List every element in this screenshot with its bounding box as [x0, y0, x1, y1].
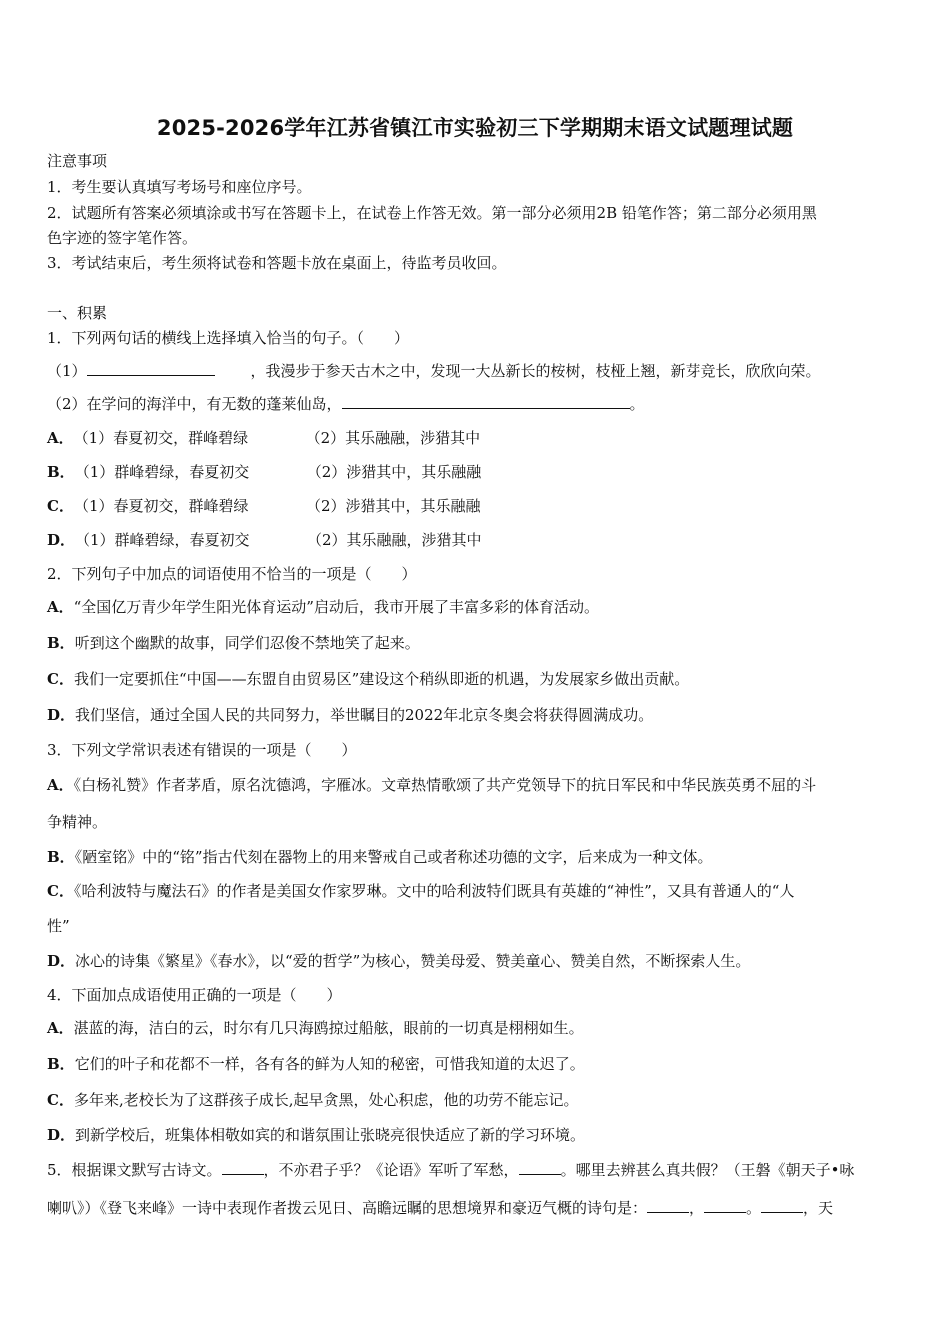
option-text: 冰心的诗集《繁星》《春水》，以“爱的哲学”为核心，赞美母爱、赞美童心、赞美自然，不断探索人生。: [75, 952, 751, 970]
option-text: 《陋室铭》中的“铭”指古代刻在器物上的用来警戒自己或者称述功德的文字，后来成为一种文体。: [74, 848, 713, 866]
option-text: 它们的叶子和花都不一样，各有各的鲜为人知的秘密，可惜我知道的太迟了。: [74, 1055, 585, 1073]
option-letter: D．: [47, 706, 76, 724]
answer-blank: [519, 1160, 561, 1175]
question-1-stem: 1．下列两句话的横线上选择填入恰当的句子。（ ）: [47, 329, 410, 347]
answer-blank: [647, 1198, 689, 1213]
option-part-2: （2）涉猎其中，其乐融融: [306, 463, 482, 481]
section-heading: 一、积累: [47, 304, 108, 322]
answer-blank: [87, 361, 215, 376]
option-part-1: （1）春夏初交，群峰碧绿: [73, 429, 249, 447]
option-letter: C．: [47, 882, 74, 900]
answer-blank: [342, 394, 630, 409]
option-row: [47, 880, 794, 901]
notice-item: 2．试题所有答案必须填涂或书写在答题卡上，在试卷上作答无效。第一部分必须用2B 铅笔作答；第二部分必须用黑: [47, 204, 817, 222]
option-letter: C．: [47, 497, 74, 515]
option-row: [47, 1089, 579, 1110]
question-5-line-1: [47, 1159, 854, 1180]
notice-item: 1．考生要认真填写考场号和座位序号。: [47, 178, 312, 196]
question-1-sentence-2: [47, 393, 645, 414]
option-row: [47, 846, 713, 867]
option-letter: B．: [47, 1055, 75, 1073]
option-row: [47, 427, 480, 448]
option-letter: A．: [47, 598, 74, 616]
sentence-suffix: 。: [629, 395, 645, 413]
option-letter: C．: [47, 1091, 74, 1109]
option-part-2: （2）涉猎其中，其乐融融: [305, 497, 481, 515]
option-text: 《白杨礼赞》作者茅盾，原名沈德鸿，字雁冰。文章热情歌颂了共产党领导下的抗日军民和中华民族英勇不屈的斗: [73, 776, 817, 794]
sentence-suffix: ，我漫步于参天古木之中，发现一大丛新长的桉树，枝桠上翘，新芽竞长，欣欣向荣。: [250, 362, 821, 380]
option-part-1: （1）春夏初交，群峰碧绿: [73, 497, 249, 515]
notice-heading: 注意事项: [47, 152, 108, 170]
question-5-text: ，天: [803, 1199, 834, 1217]
option-row: [47, 1017, 584, 1038]
question-5-text: 。: [746, 1199, 762, 1217]
option-letter: A．: [47, 429, 74, 447]
option-text: 《哈利波特与魔法石》的作者是美国女作家罗琳。文中的哈利波特们既具有英雄的“神性”，又具有普通人的“人: [73, 882, 795, 900]
option-letter: C．: [47, 670, 74, 688]
option-letter: A．: [47, 1019, 74, 1037]
option-letter: D．: [47, 1126, 76, 1144]
option-row: [47, 1124, 585, 1145]
question-5-text: 。哪里去辨甚么真共假？（王磐《朝天子•咏: [560, 1161, 855, 1179]
option-part-2: （2）其乐融融，涉猎其中: [305, 429, 481, 447]
question-3-stem: 3．下列文学常识表述有错误的一项是（ ）: [47, 741, 357, 759]
question-5-text: ，不亦君子乎？《论语》军听了军愁，: [263, 1161, 519, 1179]
option-letter: D．: [47, 952, 76, 970]
option-letter: D．: [47, 531, 76, 549]
option-part-1: （1）群峰碧绿，春夏初交: [75, 531, 250, 549]
option-row: [47, 950, 750, 971]
question-1-sentence-1: [47, 360, 821, 381]
option-text: “全国亿万青少年学生阳光体育运动”启动后，我市开展了丰富多彩的体育活动。: [73, 598, 599, 616]
notice-item: 色字迹的签字笔作答。: [47, 229, 198, 247]
answer-blank: [222, 1160, 264, 1175]
option-text: 多年来,老校长为了这群孩子成长,起早贪黑，处心积虑，他的功劳不能忘记。: [73, 1091, 579, 1109]
answer-blank: [761, 1198, 803, 1213]
sentence-prefix: （1）: [47, 362, 87, 380]
option-text: 我们一定要抓住“中国——东盟自由贸易区”建设这个稍纵即逝的机遇，为发展家乡做出贡献。: [73, 670, 690, 688]
option-text: 听到这个幽默的故事，同学们忍俊不禁地笑了起来。: [74, 634, 420, 652]
page-title: 2025-2026学年江苏省镇江市实验初三下学期期末语文试题理试题: [156, 116, 794, 140]
question-5-text: 5．根据课文默写古诗文。: [47, 1161, 222, 1179]
question-2-stem: 2．下列句子中加点的词语使用不恰当的一项是（ ）: [47, 565, 417, 583]
option-continuation: 性”: [47, 917, 70, 935]
option-row: [47, 632, 420, 653]
option-continuation: 争精神。: [47, 813, 108, 831]
option-text: 到新学校后，班集体相敬如宾的和谐氛围让张晓亮很快适应了新的学习环境。: [75, 1126, 586, 1144]
sentence-prefix: （2）在学问的海洋中，有无数的蓬莱仙岛，: [47, 395, 342, 413]
option-row: [47, 461, 481, 482]
question-4-stem: 4．下面加点成语使用正确的一项是（ ）: [47, 986, 342, 1004]
option-row: [47, 668, 689, 689]
notice-item: 3．考试结束后，考生须将试卷和答题卡放在桌面上，待监考员收回。: [47, 254, 507, 272]
option-row: [47, 704, 653, 725]
option-text: 我们坚信，通过全国人民的共同努力，举世瞩目的2022年北京冬奥会将获得圆满成功。: [75, 706, 654, 724]
option-letter: B．: [47, 463, 75, 481]
option-part-1: （1）群峰碧绿，春夏初交: [74, 463, 250, 481]
option-row: [47, 774, 816, 795]
option-letter: B．: [47, 848, 75, 866]
option-part-2: （2）其乐融融，涉猎其中: [307, 531, 482, 549]
option-letter: A．: [47, 776, 74, 794]
question-5-text: 喇叭》）《登飞来峰》一诗中表现作者拨云见日、高瞻远瞩的思想境界和豪迈气概的诗句是：: [47, 1199, 648, 1217]
option-row: [47, 495, 481, 516]
question-5-line-2: [47, 1197, 833, 1218]
option-row: [47, 1053, 585, 1074]
option-row: [47, 529, 482, 550]
option-text: 湛蓝的海，洁白的云，时尔有几只海鸥掠过船舷，眼前的一切真是栩栩如生。: [73, 1019, 584, 1037]
question-5-text: ，: [689, 1199, 705, 1217]
option-letter: B．: [47, 634, 75, 652]
option-row: [47, 596, 599, 617]
answer-blank: [704, 1198, 746, 1213]
